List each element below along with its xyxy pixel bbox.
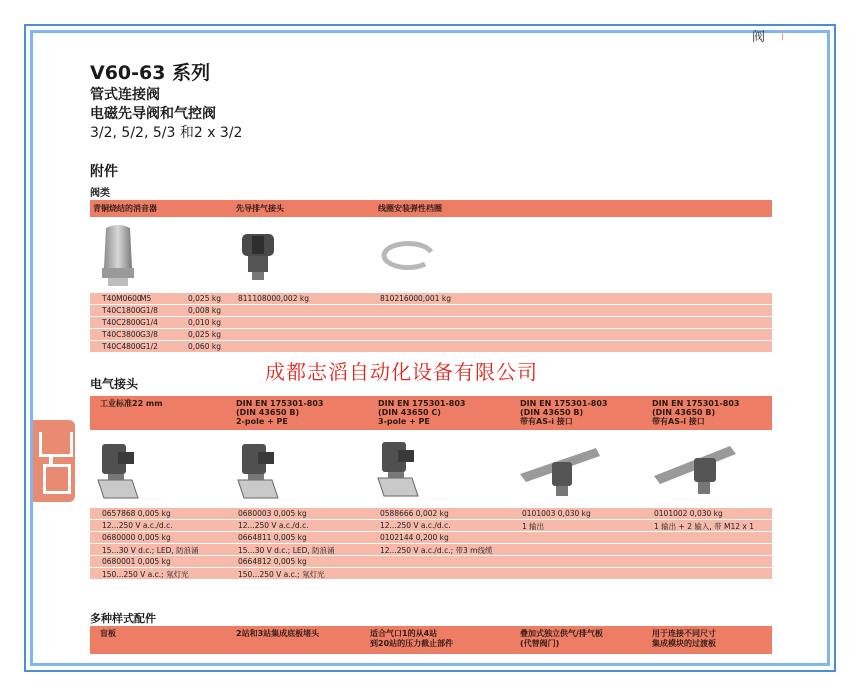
connector-image — [236, 440, 280, 502]
table-cell: 150...250 V a.c.; 氖灯光 — [102, 570, 189, 579]
asi-connector-image — [650, 436, 740, 498]
table-cell: G1/8 — [140, 306, 158, 315]
table-row — [90, 544, 772, 555]
table-cell: 0,008 kg — [188, 306, 221, 315]
table-cell: 1 输出 + 2 输入, 带 M12 x 1 — [654, 522, 755, 531]
table-cell: 0680000 0,005 kg — [102, 533, 171, 542]
table-row — [90, 520, 772, 531]
elec-col-4-l2: (DIN 43650 B) — [520, 408, 584, 417]
table-cell: 0664811 0,005 kg — [238, 533, 307, 542]
valves-col-1: 青铜烧结的消音器 — [93, 204, 157, 213]
table-cell: T40M0600 — [102, 294, 142, 303]
valves-col-3: 线圈安装弹性档圈 — [378, 204, 442, 213]
multi-heading: 多种样式配件 — [90, 612, 156, 625]
valves-table — [90, 293, 772, 353]
table-row — [90, 532, 772, 543]
table-cell: 0101002 0,030 kg — [654, 509, 723, 518]
elec-col-5-l1: DIN EN 175301-803 — [652, 399, 740, 408]
table-cell: G3/8 — [140, 330, 158, 339]
electrical-table — [90, 508, 772, 580]
table-cell: 0,025 kg — [188, 294, 221, 303]
table-cell: G1/2 — [140, 342, 158, 351]
table-row — [90, 317, 772, 328]
accessories-heading: 附件 — [90, 164, 118, 180]
multi-col-4-l1: 叠加式独立供气/排气板 — [520, 629, 603, 638]
table-row — [90, 556, 772, 567]
table-cell: 15...30 V d.c.; LED, 防浪涌 — [238, 546, 335, 555]
table-cell: 0680003 0,005 kg — [238, 509, 307, 518]
valves-header-row — [90, 200, 772, 217]
elec-col-2-l3: 2-pole + PE — [236, 417, 288, 426]
table-cell: 81110800 — [238, 294, 277, 303]
multi-col-3-l1: 适合气口1的从4站 — [370, 629, 438, 638]
valves-subheading: 阀类 — [90, 188, 110, 199]
table-row — [90, 329, 772, 340]
table-row — [90, 305, 772, 316]
table-cell: 0,010 kg — [188, 318, 221, 327]
pilot-exhaust-image — [240, 232, 276, 282]
electrical-header-row — [90, 396, 772, 430]
retaining-ring-image — [375, 238, 437, 270]
valves-col-2: 先导排气接头 — [236, 204, 284, 213]
electrical-heading: 电气接头 — [90, 377, 139, 391]
table-cell: 150...250 V a.c.; 氖灯光 — [238, 570, 325, 579]
multi-col-1: 盲板 — [100, 629, 116, 638]
table-row — [90, 508, 772, 519]
table-cell: 0588666 0,002 kg — [380, 509, 449, 518]
multi-col-3-l2: 到20站的压力截止部件 — [370, 639, 454, 648]
table-cell: 15...30 V d.c.; LED, 防浪涌 — [102, 546, 199, 555]
table-cell: 12...250 V a.c./d.c. — [380, 521, 451, 530]
elec-col-5-l2: (DIN 43650 B) — [652, 408, 716, 417]
table-cell: T40C2800 — [102, 318, 141, 327]
multi-col-2: 2站和3站集成底板堵头 — [236, 629, 320, 638]
elec-col-3-l2: (DIN 43650 C) — [378, 408, 441, 417]
table-cell: 0102144 0,200 kg — [380, 533, 449, 542]
company-side-logo — [33, 420, 75, 502]
table-row — [90, 341, 772, 352]
elec-col-3-l3: 3-pole + PE — [378, 417, 430, 426]
table-cell: T40C4800 — [102, 342, 141, 351]
table-cell: 0680001 0,005 kg — [102, 557, 171, 566]
elec-col-2-l2: (DIN 43650 B) — [236, 408, 300, 417]
table-cell: 0,025 kg — [188, 330, 221, 339]
table-cell: 12...250 V a.c./d.c. — [102, 521, 173, 530]
connector-image — [376, 438, 420, 500]
elec-col-3-l1: DIN EN 175301-803 — [378, 399, 466, 408]
elec-col-1: 工业标准22 mm — [100, 399, 163, 408]
elec-col-5-l3: 带有AS-i 接口 — [652, 417, 705, 426]
subtitle-1: 管式连接阀 — [90, 87, 160, 103]
table-cell: M5 — [140, 294, 152, 303]
table-cell: 12...250 V a.c./d.c.; 带3 m线缆 — [380, 546, 493, 555]
table-cell: 81021600 — [380, 294, 419, 303]
table-cell: 0,060 kg — [188, 342, 221, 351]
asi-connector-image — [516, 440, 604, 502]
table-cell: 0101003 0,030 kg — [522, 509, 591, 518]
elec-col-4-l1: DIN EN 175301-803 — [520, 399, 608, 408]
table-cell: 0,002 kg — [276, 294, 309, 303]
table-cell: 12...250 V a.c./d.c. — [238, 521, 309, 530]
table-cell: G1/4 — [140, 318, 158, 327]
elec-col-4-l3: 带有AS-i 接口 — [520, 417, 573, 426]
table-cell: T40C3800 — [102, 330, 141, 339]
table-cell: 0,001 kg — [418, 294, 451, 303]
subtitle-2: 电磁先导阀和气控阀 — [90, 106, 216, 122]
multi-col-4-l2: (代替阀门) — [520, 639, 560, 648]
table-row — [90, 568, 772, 579]
corner-label: 阀 — [752, 30, 766, 45]
company-watermark: 成都志滔自动化设备有限公司 — [265, 360, 538, 384]
connector-image — [96, 440, 140, 502]
table-cell: 0664812 0,005 kg — [238, 557, 307, 566]
multi-col-5-l1: 用于连接不同尺寸 — [652, 629, 716, 638]
multi-header-row — [90, 626, 772, 654]
silencer-image — [98, 222, 138, 288]
table-row — [90, 293, 772, 304]
corner-divider — [782, 30, 783, 40]
table-cell: 0657868 0,005 kg — [102, 509, 171, 518]
subtitle-3: 3/2, 5/2, 5/3 和2 x 3/2 — [90, 125, 243, 141]
elec-col-2-l1: DIN EN 175301-803 — [236, 399, 324, 408]
table-cell: 1 输出 — [522, 522, 545, 531]
table-cell: T40C1800 — [102, 306, 141, 315]
series-title: V60-63 系列 — [90, 62, 211, 84]
multi-col-5-l2: 集成模块的过渡板 — [652, 639, 716, 648]
